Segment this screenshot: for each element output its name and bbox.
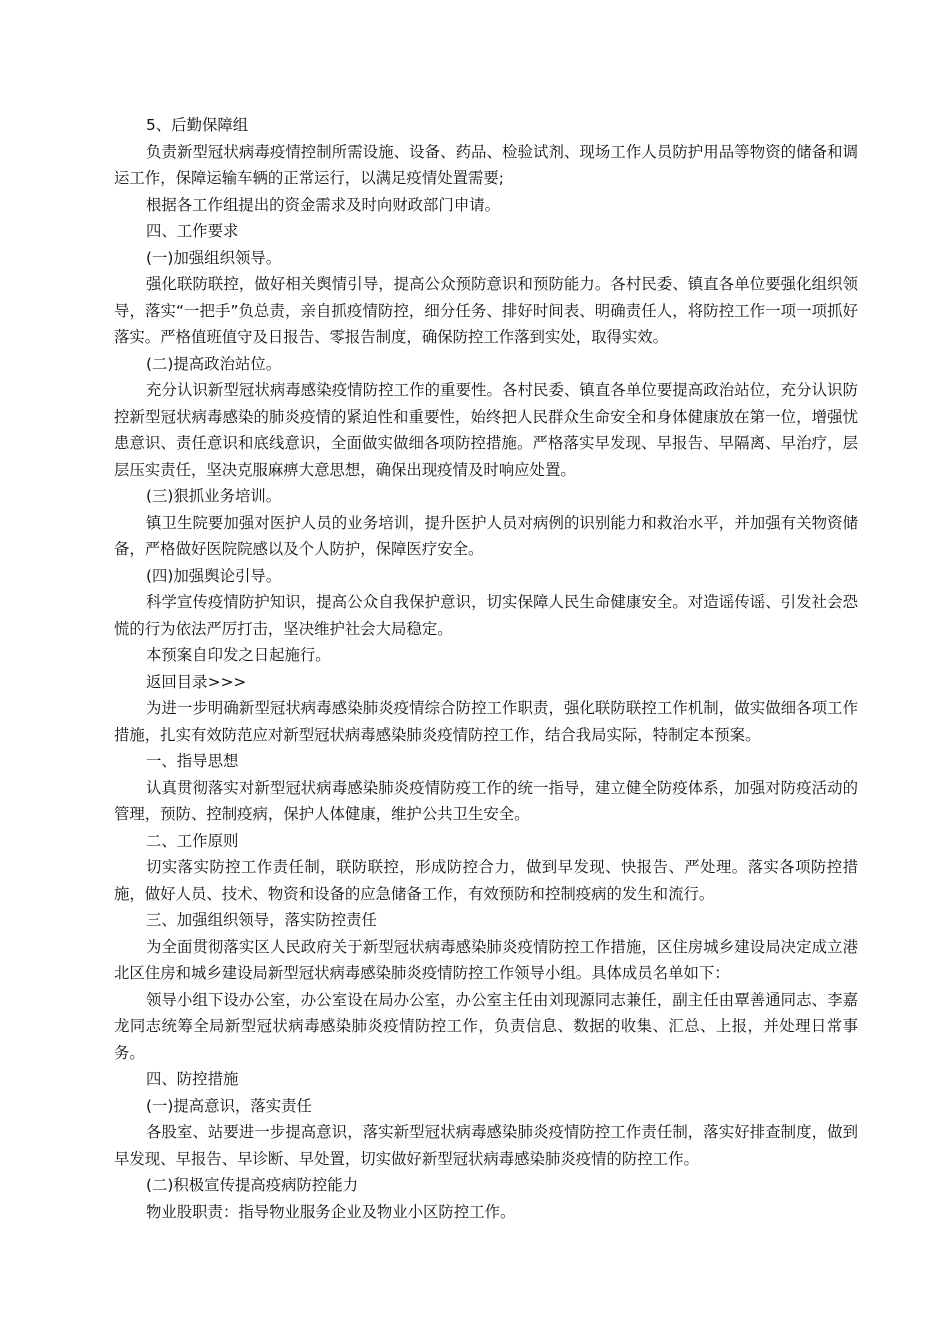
section-heading: 四、防控措施: [146, 1070, 239, 1088]
body-paragraph: 负责新型冠状病毒疫情控制所需设施、设备、药品、检验试剂、现场工作人员防护用品等物资的储备和调运工作，保障运输车辆的正常运行，以满足疫情处置需要;: [114, 142, 858, 187]
body-paragraph: 为全面贯彻落实区人民政府关于新型冠状病毒感染肺炎疫情防控工作措施，区住房城乡建设局决定成立港北区住房和城乡建设局新型冠状病毒感染肺炎疫情防控工作领导小组。具体成员名单如下：: [114, 937, 858, 982]
section-heading: 四、工作要求: [146, 222, 239, 240]
body-paragraph: 切实落实防控工作责任制，联防联控，形成防控合力，做到早发现、快报告、严处理。落实各项防控措施，做好人员、技术、物资和设备的应急储备工作，有效预防和控制疫病的发生和流行。: [114, 858, 858, 903]
subsection-heading: (一)加强组织领导。: [146, 248, 282, 267]
subsection-heading: (二)提高政治站位。: [146, 354, 282, 373]
subsection-heading: (四)加强舆论引导。: [146, 566, 282, 585]
section-heading: 二、工作原则: [146, 831, 239, 850]
body-paragraph: 镇卫生院要加强对医护人员的业务培训，提升医护人员对病例的识别能力和救治水平，并加强有关物资储备，严格做好医院院感以及个人防护，保障医疗安全。: [114, 513, 858, 558]
back-to-contents-link[interactable]: 返回目录>>>: [146, 672, 247, 691]
section-heading: 三、加强组织领导，落实防控责任: [146, 911, 377, 929]
body-paragraph: 本预案自印发之日起施行。: [146, 646, 331, 664]
subsection-heading: (二)积极宣传提高疫病防控能力: [146, 1176, 359, 1194]
body-paragraph: 科学宣传疫情防护知识，提高公众自我保护意识，切实保障人民生命健康安全。对造谣传谣、引发社会恐慌的行为依法严厉打击，坚决维护社会大局稳定。: [114, 593, 858, 638]
body-paragraph: 认真贯彻落实对新型冠状病毒感染肺炎疫情防疫工作的统一指导，建立健全防疫体系，加强对防疫活动的管理，预防、控制疫病，保护人体健康，维护公共卫生安全。: [114, 778, 858, 823]
subsection-heading: (三)狠抓业务培训。: [146, 487, 282, 505]
body-paragraph: 强化联防联控，做好相关舆情引导，提高公众预防意识和预防能力。各村民委、镇直各单位要强化组织领导，落实“一把手”负总责，亲自抓疫情防控，细分任务、排好时间表、明确责任人，将防控工作一项一项抓好落实。严格值班值守及日报告、零报告制度，确保防控工作落到实处，取得实效。: [114, 275, 858, 346]
body-paragraph: 为进一步明确新型冠状病毒感染肺炎疫情综合防控工作职责，强化联防联控工作机制，做实做细各项工作措施，扎实有效防范应对新型冠状病毒感染肺炎疫情防控工作，结合我局实际，特制定本预案。: [114, 699, 858, 744]
subsection-heading: (一)提高意识，落实责任: [146, 1096, 312, 1115]
body-paragraph: 充分认识新型冠状病毒感染疫情防控工作的重要性。各村民委、镇直各单位要提高政治站位，充分认识防控新型冠状病毒感染的肺炎疫情的紧迫性和重要性，始终把人民群众生命安全和身体健康放在第一位，增强忧患意识、责任意识和底线意识，全面做实做细各项防控措施。严格落实早发现、早报告、早隔离、早治疗，层层压实责任，坚决克服麻痹大意思想，确保出现疫情及时响应处置。: [114, 381, 858, 479]
body-paragraph: 物业股职责：指导物业服务企业及物业小区防控工作。: [146, 1202, 516, 1221]
body-paragraph: 领导小组下设办公室，办公室设在局办公室，办公室主任由刘现源同志兼任，副主任由覃善通同志、李嘉龙同志统筹全局新型冠状病毒感染肺炎疫情防控工作，负责信息、数据的收集、汇总、上报，并处理日常事务。: [114, 990, 858, 1062]
section-heading: 一、指导思想: [146, 752, 239, 770]
section-heading: 5、后勤保障组: [146, 116, 249, 134]
body-paragraph: 各股室、站要进一步提高意识，落实新型冠状病毒感染肺炎疫情防控工作责任制，落实好排查制度，做到早发现、早报告、早诊断、早处置，切实做好新型冠状病毒感染肺炎疫情的防控工作。: [114, 1123, 858, 1168]
body-paragraph: 根据各工作组提出的资金需求及时向财政部门申请。: [146, 195, 500, 214]
